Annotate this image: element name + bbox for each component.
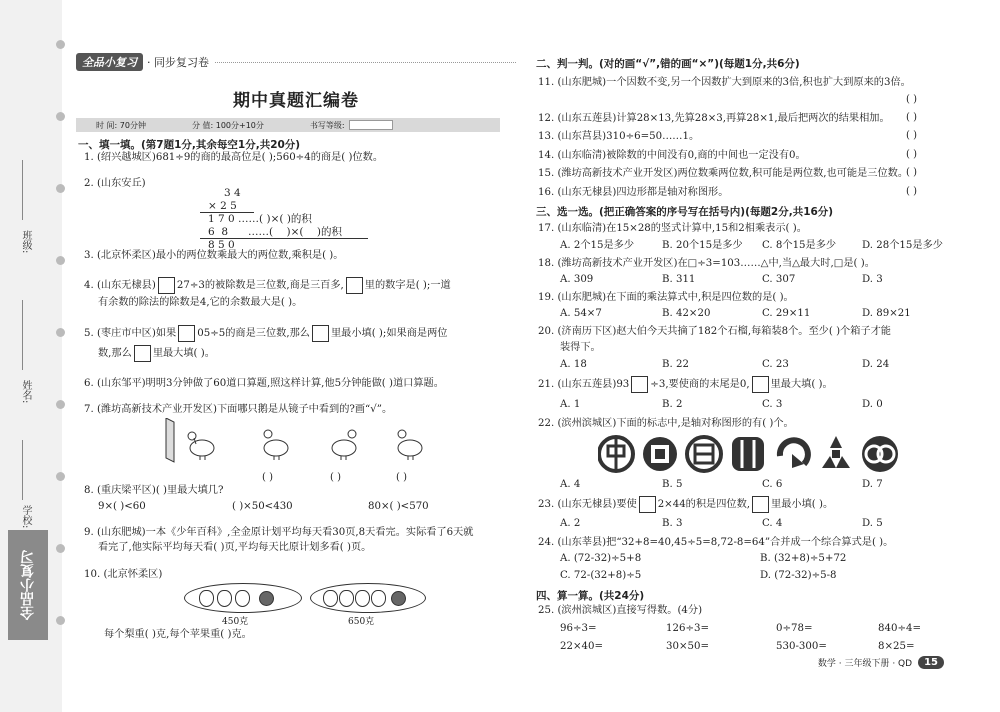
q24-option-c[interactable]: C. 72-(32+8)÷5: [560, 570, 642, 581]
binding-hole: [56, 472, 65, 481]
q4-prefix: 4. (山东无棣县): [84, 279, 156, 291]
calc-item[interactable]: 30×50=: [666, 641, 709, 652]
judge-answer-13[interactable]: ( ): [906, 130, 917, 141]
q17-option-a[interactable]: A. 2个15是多少: [560, 240, 635, 251]
header-divider: [215, 61, 516, 63]
q23-option-c[interactable]: C. 4: [762, 518, 783, 529]
q23-prefix: 23. (山东无棣县)要使: [538, 498, 637, 510]
question-20: 20. (济南历下区)赵大伯今天共摘了182个石榴,每箱装8个。至少( )个箱子才能: [538, 326, 891, 337]
q23-option-d[interactable]: D. 5: [862, 518, 883, 529]
apple-icon: [259, 591, 274, 606]
question-14: 14. (山东临清)被除数的中间没有0,商的中间也一定没有0。: [538, 150, 806, 161]
bank-logo-icon: [643, 437, 677, 471]
fruit-plate-2: [310, 583, 426, 613]
goose-icon: [188, 432, 214, 460]
binding-hole: [56, 112, 65, 121]
q21-text: ÷3,要使商的末尾是0,: [650, 378, 750, 390]
q22-option-d[interactable]: D. 7: [862, 479, 883, 490]
q24-option-a[interactable]: A. (72-32)÷5+8: [560, 553, 642, 564]
answer-box[interactable]: [134, 345, 151, 362]
q5-text: 05÷5的商是三位数,那么: [197, 327, 310, 339]
bank-logo-icon: [862, 436, 898, 472]
q23-text: 2×44的积是四位数,: [657, 498, 751, 510]
binding-hole: [56, 184, 65, 193]
question-13: 13. (山东莒县)310÷6=50……1。: [538, 131, 700, 142]
judge-answer-14[interactable]: ( ): [906, 149, 917, 160]
footer-text: 数学 · 三年级下册 · QD: [817, 659, 913, 669]
q19-option-d[interactable]: D. 89×21: [862, 308, 911, 319]
q22-option-b[interactable]: B. 5: [662, 479, 683, 490]
q21-text-2: 里最大填( )。: [770, 378, 833, 390]
q21-option-d[interactable]: D. 0: [862, 399, 883, 410]
question-15: 15. (潍坊高新技术产业开发区)两位数乘两位数,积可能是两位数,也可能是三位数。: [538, 168, 909, 179]
judge-answer-16[interactable]: ( ): [906, 186, 917, 197]
calc-item[interactable]: 840÷4=: [878, 623, 921, 634]
question-4-line-2: 有余数的除法的除数是4,它的余数最大是( )。: [98, 297, 303, 308]
mirror-icon: [166, 418, 174, 462]
calc-item[interactable]: 8×25=: [878, 641, 915, 652]
q22-option-c[interactable]: C. 6: [762, 479, 783, 490]
calc-item[interactable]: 0÷78=: [776, 623, 813, 634]
q21-option-c[interactable]: C. 3: [762, 399, 783, 410]
q23-option-a[interactable]: A. 2: [560, 518, 581, 529]
pear-icon: [217, 590, 232, 607]
question-5-line-2: [98, 345, 215, 362]
judge-answer-12[interactable]: ( ): [906, 112, 917, 123]
calc-item[interactable]: 22×40=: [560, 641, 603, 652]
question-20-line-2: 装得下。: [560, 342, 601, 353]
q23-text-2: 里最小填( )。: [771, 498, 834, 510]
question-7: 7. (潍坊高新技术产业开发区)下面哪只鹅是从镜子中看到的?画“√”。: [84, 404, 393, 415]
binding-hole: [56, 328, 65, 337]
pear-icon: [371, 590, 386, 607]
question-22: 22. (滨州滨城区)下面的标志中,是轴对称图形的有( )个。: [538, 418, 794, 429]
class-label: 班级:: [20, 230, 31, 254]
school-field-line[interactable]: [22, 440, 23, 500]
q8-inequality-c: 80×( )<570: [368, 501, 429, 512]
weight-label-1: 450克: [222, 617, 249, 627]
class-field-line[interactable]: [22, 160, 23, 220]
pear-icon: [339, 590, 354, 607]
q19-option-c[interactable]: C. 29×11: [762, 308, 811, 319]
answer-box[interactable]: [639, 496, 656, 513]
calc-row-2: × 2 5: [200, 200, 254, 214]
goose-answer-1[interactable]: ( ): [262, 472, 273, 483]
bank-logos: [598, 434, 902, 474]
section-1-heading: 一、填一填。(第7题1分,其余每空1分,共20分): [78, 139, 301, 151]
calc-row-4: 6 8 ……( )×( )的积: [200, 226, 368, 240]
page-footer: [818, 656, 944, 669]
calc-item[interactable]: 530-300=: [776, 641, 827, 652]
binding-hole: [56, 256, 65, 265]
question-5: [84, 325, 447, 342]
question-6: 6. (山东邹平)明明3分钟做了60道口算题,照这样计算,他5分钟能做( )道口算题。: [84, 378, 444, 389]
question-23: [538, 496, 833, 513]
q23-option-b[interactable]: B. 3: [662, 518, 683, 529]
question-9: 9. (山东肥城)一本《少年百科》,全金原计划平均每天看30页,8天看完。实际看了6天就: [84, 527, 474, 538]
q5-text-4: 里最大填( )。: [152, 347, 215, 359]
answer-box[interactable]: [346, 277, 363, 294]
judge-answer-11[interactable]: ( ): [906, 94, 917, 105]
q19-option-a[interactable]: A. 54×7: [560, 308, 602, 319]
question-1: 1. (绍兴越城区)681÷9的商的最高位是( );560÷4的商是( )位数。: [84, 152, 384, 163]
brand-subtitle: · 同步复习卷: [147, 56, 209, 69]
q21-option-b[interactable]: B. 2: [662, 399, 683, 410]
q20-option-b[interactable]: B. 22: [662, 359, 689, 370]
bank-logo-icon: [732, 437, 764, 471]
page-title: 期中真题汇编卷: [233, 91, 359, 111]
q21-option-a[interactable]: A. 1: [560, 399, 581, 410]
goose-figures: [160, 418, 440, 468]
question-8: 8. (重庆梁平区)( )里最大填几?: [84, 485, 224, 496]
q18-option-c[interactable]: C. 307: [762, 274, 796, 285]
answer-box[interactable]: [752, 496, 769, 513]
pear-icon: [235, 590, 250, 607]
bank-logo-icon: [599, 437, 633, 471]
question-16: 16. (山东无棣县)四边形都是轴对称图形。: [538, 187, 729, 198]
binding-hole: [56, 400, 65, 409]
question-10: 10. (北京怀柔区): [84, 569, 163, 580]
question-21: [538, 376, 833, 393]
grade-label: 书写等级:: [309, 120, 345, 130]
q5-prefix: 5. (枣庄市中区)如果: [84, 327, 177, 339]
q24-option-d[interactable]: D. (72-32)÷5-8: [760, 570, 837, 581]
section-2-heading: 二、判一判。(对的画“√”,错的画“×”)(每题1分,共6分): [536, 58, 800, 70]
binding-hole: [56, 544, 65, 553]
q5-text-3: 数,那么: [98, 347, 132, 359]
name-field-line[interactable]: [22, 300, 23, 370]
question-10-answer: 每个梨重( )克,每个苹果重( )克。: [104, 629, 252, 640]
section-4-heading: 四、算一算。(共24分): [536, 590, 645, 602]
q21-prefix: 21. (山东五莲县)93: [538, 378, 630, 390]
grade-stars-icon: [349, 120, 393, 130]
answer-box[interactable]: [178, 325, 195, 342]
q17-option-b[interactable]: B. 20个15是多少: [662, 240, 743, 251]
strip-logo: 全品小复习: [8, 530, 48, 640]
q18-option-d[interactable]: D. 3: [862, 274, 883, 285]
name-label: 姓名:: [20, 380, 31, 404]
score-info: 分 值: 100分+10分: [191, 120, 264, 130]
bank-logo-icon: [780, 440, 808, 468]
goose-answer-2[interactable]: ( ): [330, 472, 341, 483]
pear-icon: [199, 590, 214, 607]
fruit-plate-1: [184, 583, 302, 613]
section-3-heading: 三、选一选。(把正确答案的序号写在括号内)(每题2分,共16分): [536, 206, 834, 218]
calc-item[interactable]: 126÷3=: [666, 623, 709, 634]
question-4: [84, 277, 451, 294]
goose-icon: [398, 430, 422, 460]
calc-row-1: 3 4: [224, 187, 241, 199]
goose-icon: [264, 430, 288, 460]
school-label: 学校:: [20, 505, 31, 529]
calc-item[interactable]: 96÷3=: [560, 623, 597, 634]
brand-header: [76, 52, 516, 72]
q22-option-a[interactable]: A. 4: [560, 479, 581, 490]
q24-option-b[interactable]: B. (32+8)÷5+72: [760, 553, 847, 564]
apple-icon: [391, 591, 406, 606]
pear-icon: [355, 590, 370, 607]
time-info: 时 间: 70分钟: [96, 120, 146, 130]
judge-answer-15[interactable]: ( ): [906, 167, 917, 178]
q17-option-d[interactable]: D. 28个15是多少: [862, 240, 943, 251]
calc-row-5: 8 5 0: [208, 239, 235, 251]
question-17: 17. (山东临清)在15×28的竖式计算中,15和2相乘表示( )。: [538, 223, 807, 234]
q18-option-b[interactable]: B. 311: [662, 274, 696, 285]
binding-strip: [0, 0, 62, 712]
question-11: 11. (山东肥城)一个因数不变,另一个因数扩大到原来的3倍,积也扩大到原来的3倍。: [538, 77, 911, 88]
info-bar: [76, 118, 500, 132]
q20-option-a[interactable]: A. 18: [560, 359, 587, 370]
q5-text-2: 里最小填( );如果商是两位: [330, 327, 448, 339]
question-25: 25. (滨州滨城区)直接写得数。(4分): [538, 605, 703, 616]
q19-option-b[interactable]: B. 42×20: [662, 308, 711, 319]
question-9-line-2: 看完了,他实际平均每天看( )页,平均每天比原计划多看( )页。: [98, 542, 372, 553]
calc-row-3: 1 7 0 ……( )×( )的积: [208, 213, 312, 225]
question-3: 3. (北京怀柔区)最小的两位数乘最大的两位数,乘积是( )。: [84, 250, 344, 261]
goose-answer-3[interactable]: ( ): [396, 472, 407, 483]
pear-icon: [323, 590, 338, 607]
binding-hole: [56, 40, 65, 49]
question-12: 12. (山东五莲县)计算28×13,先算28×3,再算28×1,最后把两次的结果相加。: [538, 113, 890, 124]
vertical-multiplication: [200, 187, 380, 252]
binding-hole: [56, 616, 65, 625]
q4-text: 27÷3的被除数是三位数,商是三百多,: [176, 279, 344, 291]
weight-label-2: 650克: [348, 617, 375, 627]
bank-logo-icon: [687, 437, 721, 471]
q8-inequality-a: 9×( )<60: [98, 501, 146, 512]
q4-text-2: 里的数字是( );一道: [364, 279, 451, 291]
answer-box[interactable]: [752, 376, 769, 393]
question-2: 2. (山东安丘): [84, 178, 146, 189]
answer-box[interactable]: [312, 325, 329, 342]
answer-box[interactable]: [158, 277, 175, 294]
q17-option-c[interactable]: C. 8个15是多少: [762, 240, 837, 251]
question-18: 18. (潍坊高新技术产业开发区)在□÷3=103……△中,当△最大时,□是( )。: [538, 258, 875, 269]
bank-logo-icon: [822, 436, 850, 468]
brand-logo: 全品小复习: [76, 53, 143, 71]
goose-icon: [332, 430, 356, 460]
question-19: 19. (山东肥城)在下面的乘法算式中,积是四位数的是( )。: [538, 292, 794, 303]
q18-option-a[interactable]: A. 309: [560, 274, 594, 285]
question-24: 24. (山东莘县)把“32+8=40,45÷5=8,72-8=64”合并成一个综合算式是( )。: [538, 537, 894, 548]
answer-box[interactable]: [631, 376, 648, 393]
q20-option-c[interactable]: C. 23: [762, 359, 789, 370]
page-number: 15: [918, 656, 944, 669]
q8-inequality-b: ( )×50<430: [232, 501, 293, 512]
q20-option-d[interactable]: D. 24: [862, 359, 890, 370]
